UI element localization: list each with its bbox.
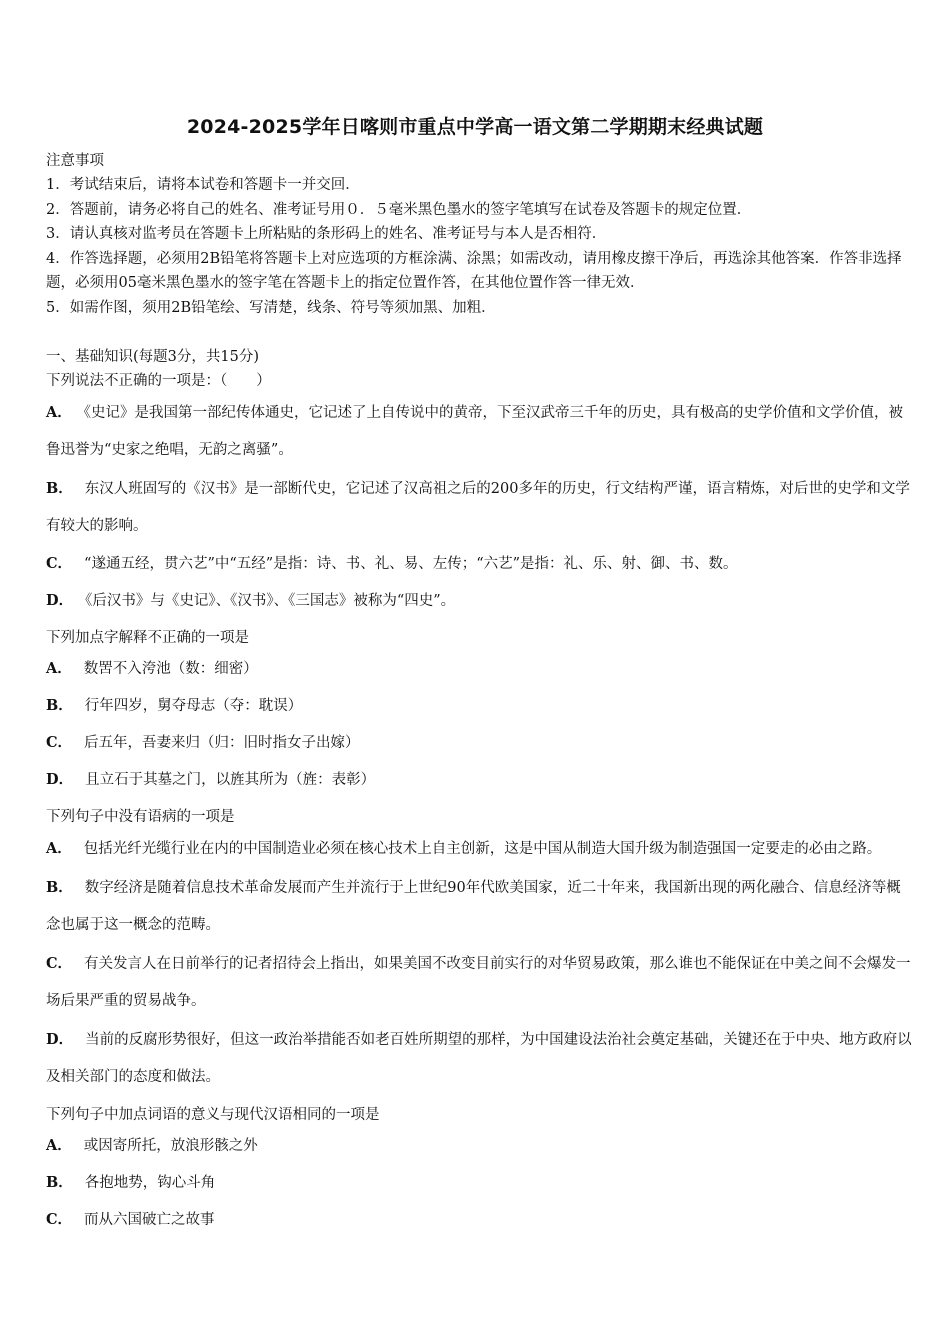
option-letter: D． <box>46 1031 74 1048</box>
notice-item-5: 5．如需作图，须用2B铅笔绘、写清楚，线条、符号等须加黑、加粗． <box>46 299 496 316</box>
option-text: 有关发言人在日前举行的记者招待会上指出，如果美国不改变目前实行的对华贸易政策，那么谁也不能保证在中美之间不会爆发一场后果严重的贸易战争。 <box>46 956 911 1009</box>
question-4-option-b <box>46 1165 912 1201</box>
question-2-option-c <box>46 725 912 761</box>
option-text: 《后汉书》与《史记》、《汉书》、《三国志》被称为“四史”。 <box>85 593 456 609</box>
option-letter: C． <box>46 734 73 751</box>
question-3-option-c <box>46 945 912 1020</box>
option-text: 数字经济是随着信息技术革命发展而产生并流行于上世纪90年代欧美国家，近二十年来，我国新出现的两化融合、信息经济等概念也属于这一概念的范畴。 <box>46 880 901 933</box>
notice-heading: 注意事项 <box>46 153 104 169</box>
option-letter: B． <box>46 480 73 497</box>
option-text: 后五年，吾妻来归（归：旧时指女子出嫁） <box>84 735 360 751</box>
question-3-option-d <box>46 1021 912 1096</box>
question-3-option-b <box>46 869 912 944</box>
option-text: 行年四岁，舅夺母志（夺：耽误） <box>84 698 303 714</box>
option-text: 当前的反腐形势很好，但这一政治举措能否如老百姓所期望的那样，为中国建设法治社会奠定基础，关键还在于中央、地方政府以及相关部门的态度和做法。 <box>46 1032 912 1085</box>
question-3-stem: 下列句子中没有语病的一项是 <box>46 809 235 825</box>
option-letter: A． <box>46 840 72 857</box>
option-letter: B． <box>46 1174 73 1191</box>
exam-content <box>46 150 912 1238</box>
question-1-option-c <box>46 546 912 582</box>
option-text: 而从六国破亡之故事 <box>84 1212 215 1228</box>
question-3-option-a <box>46 830 912 868</box>
option-text: 数罟不入洿池（数：细密） <box>83 661 258 677</box>
notice-item-2: 2．答题前，请务必将自己的姓名、准考证号用０．５毫米黑色墨水的签字笔填写在试卷及答题卡的规定位置． <box>46 201 752 218</box>
question-2-option-a <box>46 651 912 687</box>
notice-item-1: 1．考试结束后，请将本试卷和答题卡一并交回． <box>46 177 360 193</box>
option-letter: C． <box>46 955 73 972</box>
option-letter: B． <box>46 697 73 714</box>
option-text: 东汉人班固写的《汉书》是一部断代史，它记述了汉高祖之后的200多年的历史，行文结构严谨，语言精炼，对后世的史学和文学有较大的影响。 <box>46 481 910 534</box>
page-title: 2024-2025学年日喀则市重点中学高一语文第二学期期末经典试题 <box>186 116 764 138</box>
notice-item-3: 3．请认真核对监考员在答题卡上所粘贴的条形码上的姓名、准考证号与本人是否相符． <box>46 226 607 242</box>
option-letter: D． <box>46 592 74 609</box>
question-1-option-b <box>46 470 912 545</box>
option-text: 包括光纤光缆行业在内的中国制造业必须在核心技术上自主创新，这是中国从制造大国升级为制造强国一定要走的必由之路。 <box>83 841 882 857</box>
option-text: “遂通五经，贯六艺”中“五经”是指：诗、书、礼、易、左传；“六艺”是指：礼、乐、射、御、书、数。 <box>84 556 738 572</box>
question-4-option-a <box>46 1128 912 1164</box>
question-1-option-a <box>46 394 912 469</box>
option-text: 且立石于其墓之门，以旌其所为（旌：表彰） <box>85 772 376 788</box>
option-letter: A． <box>46 404 72 421</box>
option-letter: C． <box>46 1211 73 1228</box>
option-letter: A． <box>46 1137 72 1154</box>
question-2-option-d <box>46 762 912 798</box>
question-1-stem: 下列说法不正确的一项是：（ ） <box>46 373 271 389</box>
option-letter: D． <box>46 771 74 788</box>
option-letter: B． <box>46 879 73 896</box>
option-letter: A． <box>46 660 72 677</box>
question-2-stem: 下列加点字解释不正确的一项是 <box>46 630 249 646</box>
question-4-option-c <box>46 1202 912 1238</box>
notice-item-4: 4．作答选择题，必须用2B铅笔将答题卡上对应选项的方框涂满、涂黑；如需改动，请用橡皮擦干净后，再选涂其他答案．作答非选择题，必须用05毫米黑色墨水的签字笔在答题卡上的指定位置作答，在其他位置作答一律无效． <box>46 250 902 291</box>
question-1-option-d <box>46 583 912 619</box>
option-letter: C． <box>46 555 73 572</box>
option-text: 或因寄所托，放浪形骸之外 <box>83 1138 258 1154</box>
option-text: 《史记》是我国第一部纪传体通史，它记述了上自传说中的黄帝，下至汉武帝三千年的历史，具有极高的史学价值和文学价值，被鲁迅誉为“史家之绝唱，无韵之离骚”。 <box>46 405 904 458</box>
section-heading: 一、基础知识(每题3分，共15分) <box>46 349 259 365</box>
option-text: 各抱地势，钩心斗角 <box>84 1175 216 1191</box>
question-2-option-b <box>46 688 912 724</box>
question-4-stem: 下列句子中加点词语的意义与现代汉语相同的一项是 <box>46 1107 380 1123</box>
